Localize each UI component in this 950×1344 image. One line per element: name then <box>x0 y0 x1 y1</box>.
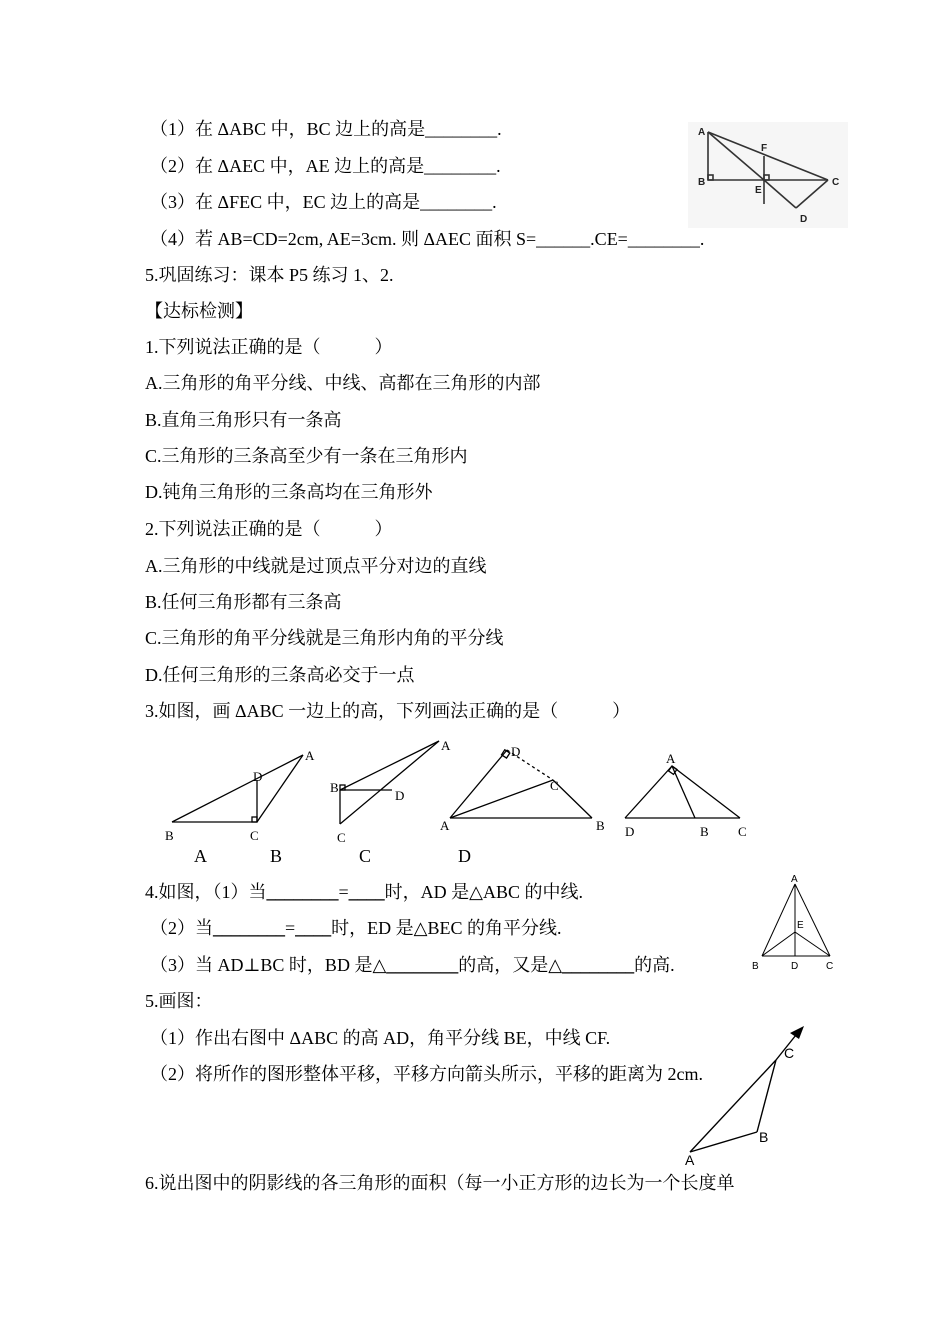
label-C: C <box>826 961 834 972</box>
label-C: C <box>738 824 747 839</box>
q3-figure-4 <box>620 748 755 843</box>
blank: ________ <box>266 882 339 902</box>
q4-text: = <box>285 918 296 938</box>
label-B: B <box>596 818 605 833</box>
q3-option-label-d: D <box>458 846 471 866</box>
label-A: A <box>791 874 798 885</box>
test-q6-stem: 6.说出图中的阴影线的各三角形的面积（每一小正方形的边长为一个长度单 <box>145 1173 735 1193</box>
label-B: B <box>759 1129 769 1145</box>
test-q1-option-d: D.钝角三角形的三条高均在三角形外 <box>145 482 433 502</box>
label-B: B <box>330 780 339 795</box>
label-C: C <box>250 828 259 843</box>
test-q5-stem: 5.画图： <box>145 991 213 1011</box>
label-D: D <box>253 769 263 784</box>
q3-option-label-b: B <box>270 846 283 866</box>
blank: ________ <box>213 918 285 938</box>
figure-top-right <box>688 122 848 228</box>
q4-text: = <box>338 882 349 902</box>
label-E: E <box>755 185 762 196</box>
test-q2-option-b: B.任何三角形都有三条高 <box>145 592 342 612</box>
label-D: D <box>395 788 405 803</box>
test-q1-option-c: C.三角形的三条高至少有一条在三角形内 <box>145 446 468 466</box>
label-A: A <box>441 738 451 753</box>
test-q4-line3 <box>150 953 675 977</box>
label-D: D <box>511 744 521 759</box>
label-B: B <box>698 177 706 188</box>
test-q4-line2 <box>150 916 562 940</box>
part4-q1: （1）在 ΔABC 中，BC 边上的高是________. <box>150 119 502 139</box>
q4-text: 4.如图，（1）当 <box>145 882 267 902</box>
label-C: C <box>550 778 559 793</box>
blank: ________ <box>562 955 635 975</box>
label-A: A <box>440 818 450 833</box>
test-q1-option-a: A.三角形的角平分线、中线、高都在三角形的内部 <box>145 373 541 393</box>
label-C: C <box>337 830 346 845</box>
part4-q3: （3）在 ΔFEC 中，EC 边上的高是________. <box>150 192 497 212</box>
label-C: C <box>784 1045 795 1061</box>
test-q2-option-a: A.三角形的中线就是过顶点平分对边的直线 <box>145 556 487 576</box>
test-q1-stem: 1.下列说法正确的是（ ） <box>145 337 393 357</box>
label-D: D <box>800 214 808 225</box>
label-B: B <box>700 824 709 839</box>
q3-option-label-c: C <box>359 846 372 866</box>
q3-figure-3 <box>435 740 615 840</box>
item5: 5.巩固练习：课本 P5 练习 1、2. <box>145 265 394 285</box>
blank: ____ <box>348 882 385 902</box>
label-B: B <box>752 961 759 972</box>
q5-figure <box>680 1020 810 1170</box>
label-D: D <box>791 961 799 972</box>
blank: ________ <box>386 955 459 975</box>
test-q4-line1 <box>145 880 583 904</box>
label-D: D <box>625 824 635 839</box>
q4-text: （2）当 <box>150 918 213 938</box>
q4-text: 的高，又是△ <box>458 955 563 975</box>
label-B: B <box>165 828 174 843</box>
test-q1-option-b: B.直角三角形只有一条高 <box>145 410 342 430</box>
q4-text: 的高. <box>634 955 675 975</box>
label-E: E <box>797 920 804 931</box>
label-F: F <box>761 143 768 154</box>
label-A: A <box>305 748 315 763</box>
label-A: A <box>698 127 706 138</box>
q4-text: 时，AD 是△ABC 的中线. <box>384 882 584 902</box>
test-q2-stem: 2.下列说法正确的是（ ） <box>145 519 393 539</box>
q3-figure-1 <box>160 740 320 850</box>
q4-figure <box>748 872 838 975</box>
test-q5-line2: （2）将所作的图形整体平移，平移方向箭头所示，平移的距离为 2cm. <box>150 1064 703 1084</box>
label-A: A <box>666 751 676 766</box>
blank: ____ <box>295 918 332 938</box>
label-C: C <box>832 177 840 188</box>
test-q3-stem: 3.如图，画 ΔABC 一边上的高，下列画法正确的是（ ） <box>145 701 631 721</box>
q3-option-label-a: A <box>194 846 207 866</box>
test-q2-option-d: D.任何三角形的三条高必交于一点 <box>145 665 415 685</box>
arrow-head-icon <box>790 1026 804 1039</box>
part4-q4: （4）若 AB=CD=2cm, AE=3cm. 则 ΔAEC 面积 S=______.CE=________. <box>150 229 705 249</box>
test-q2-option-c: C.三角形的角平分线就是三角形内角的平分线 <box>145 628 504 648</box>
q4-text: （3）当 AD⊥BC 时，BD 是△ <box>150 955 387 975</box>
label-A: A <box>685 1152 695 1168</box>
test-q5-line1: （1）作出右图中 ΔABC 的高 AD，角平分线 BE，中线 CF. <box>150 1028 611 1048</box>
section-title: 【达标检测】 <box>145 301 253 321</box>
part4-q2: （2）在 ΔAEC 中，AE 边上的高是________. <box>150 156 501 176</box>
q4-text: 时，ED 是△BEC 的角平分线. <box>331 918 562 938</box>
